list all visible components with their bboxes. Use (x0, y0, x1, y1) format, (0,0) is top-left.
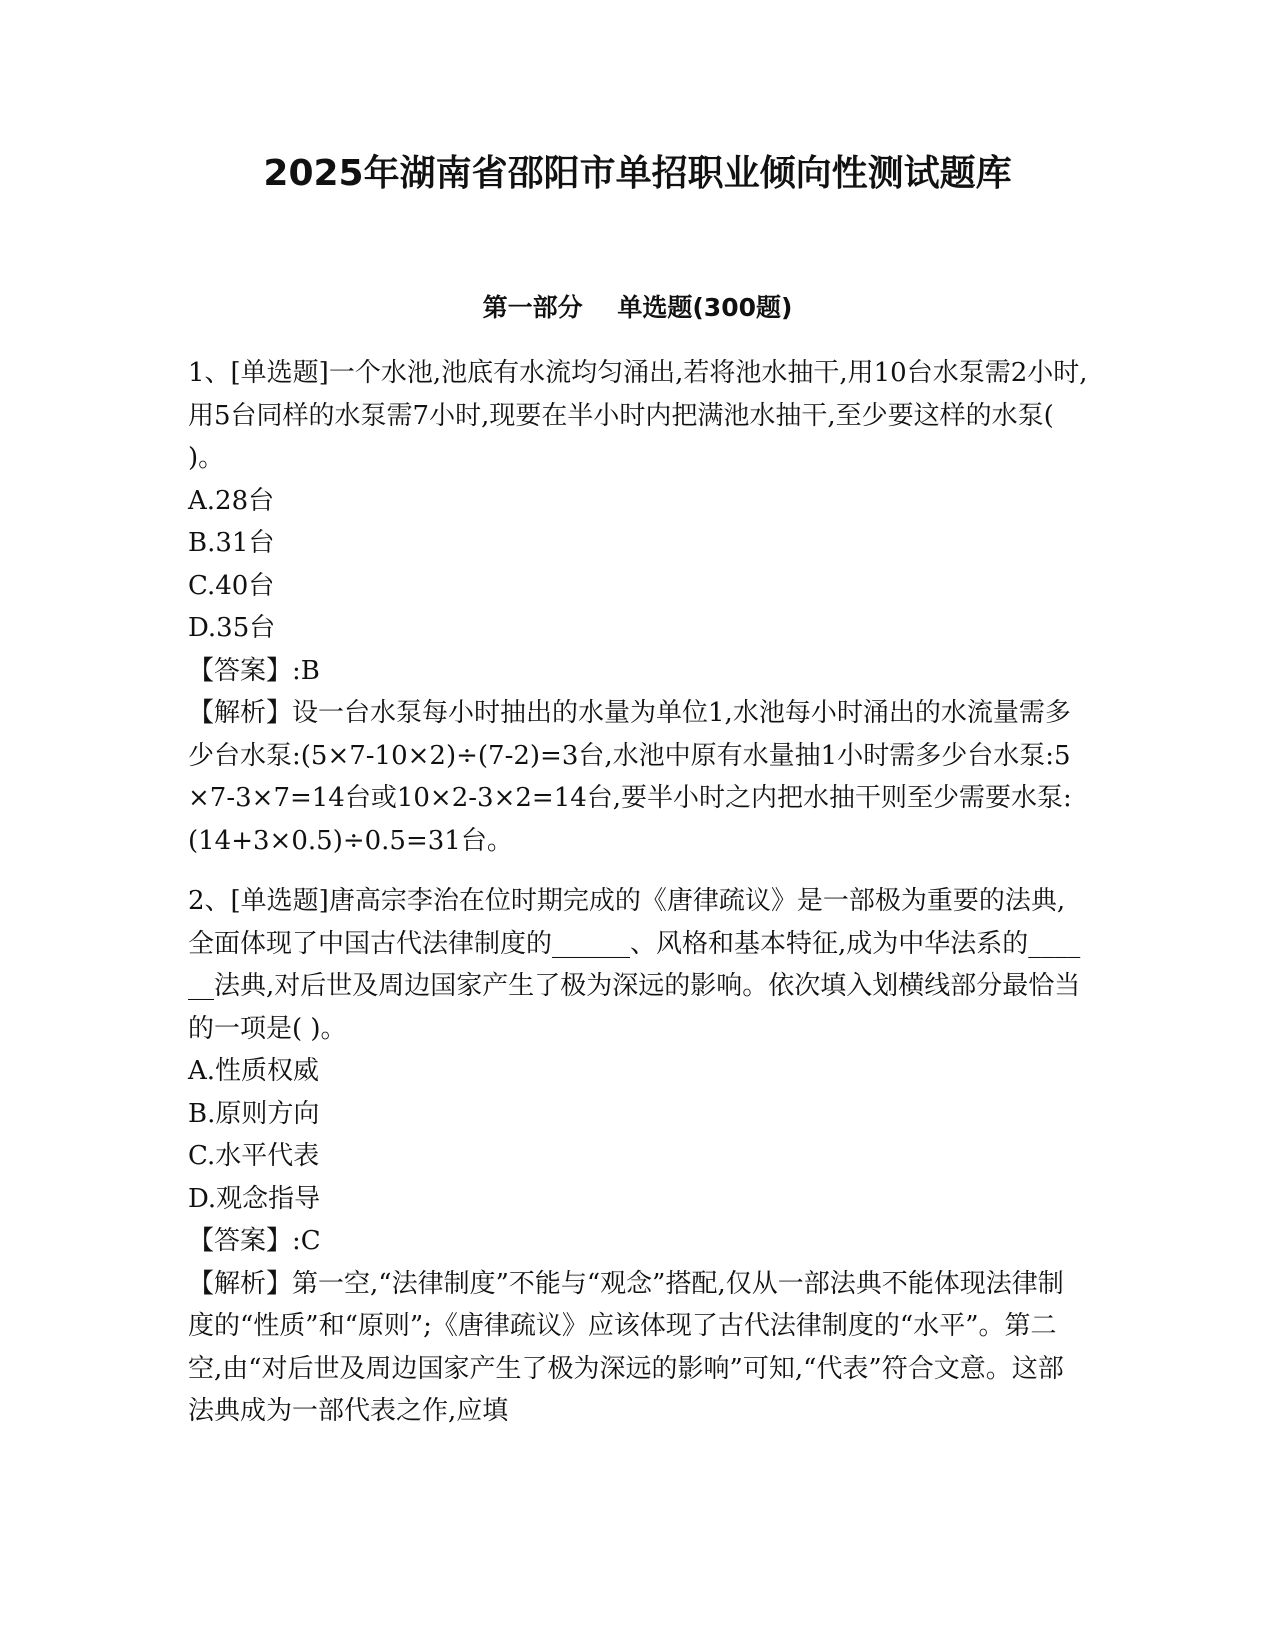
answer-value: B (300, 655, 320, 686)
explanation-line (188, 1263, 1088, 1433)
option-d: D.35台 (188, 613, 276, 643)
explanation-label: 【解析】 (188, 1268, 293, 1299)
option-a: A.28台 (188, 485, 275, 516)
answer-label: 【答案】: (188, 655, 301, 686)
question-list (188, 352, 1088, 1451)
question-stem: 1、[单选题]一个水池,池底有水流均匀涌出,若将池水抽干,用10台水泵需2小时,用5台同样的水泵需7小时,现要在半小时内把满池水抽干,至少要这样的水泵( )。 (188, 358, 1088, 473)
option-b: B.31台 (188, 528, 275, 558)
answer-line (188, 650, 1088, 693)
question-item (188, 880, 1088, 1433)
answer-value: C (300, 1226, 321, 1256)
explanation-line (188, 692, 1088, 862)
question-item (188, 352, 1088, 862)
answer-label: 【答案】: (188, 1226, 301, 1256)
option-d: D.观念指导 (188, 1183, 321, 1214)
section-heading: 第一部分 单选题(300题) (482, 293, 793, 322)
option-b: B.原则方向 (188, 1098, 320, 1129)
question-stem: 2、[单选题]唐高宗李治在位时期完成的《唐律疏议》是一部极为重要的法典,全面体现了中国古代法律制度的______、风格和基本特征,成为中华法系的______法典,对后世及周边国家产生了极为深远的影响。依次填入划横线部分最恰当的一项是( )。 (188, 886, 1081, 1044)
option-c: C.水平代表 (188, 1141, 320, 1171)
option-c: C.40台 (188, 570, 275, 601)
explanation-text: 第一空,“法律制度”不能与“观念”搭配,仅从一部法典不能体现法律制度的“性质”和“原则”;《唐律疏议》应该体现了古代法律制度的“水平”。第二空,由“对后世及周边国家产生了极为深远的影响”可知,“代表”符合文意。这部法典成为一部代表之作,应填 (188, 1268, 1064, 1426)
document-title: 2025年湖南省邵阳市单招职业倾向性测试题库 (263, 153, 1012, 194)
explanation-label: 【解析】 (188, 698, 293, 728)
answer-line (188, 1220, 1088, 1263)
option-a: A.性质权威 (188, 1056, 320, 1086)
explanation-text: 设一台水泵每小时抽出的水量为单位1,水池每小时涌出的水流量需多少台水泵:(5×7-10×2)÷(7-2)=3台,水池中原有水量抽1小时需多少台水泵:5×7-3×7=14台或10×2-3×2=14台,要半小时之内把水抽干则至少需要水泵:(14+3×0.5)÷0.5=31台。 (188, 698, 1072, 856)
